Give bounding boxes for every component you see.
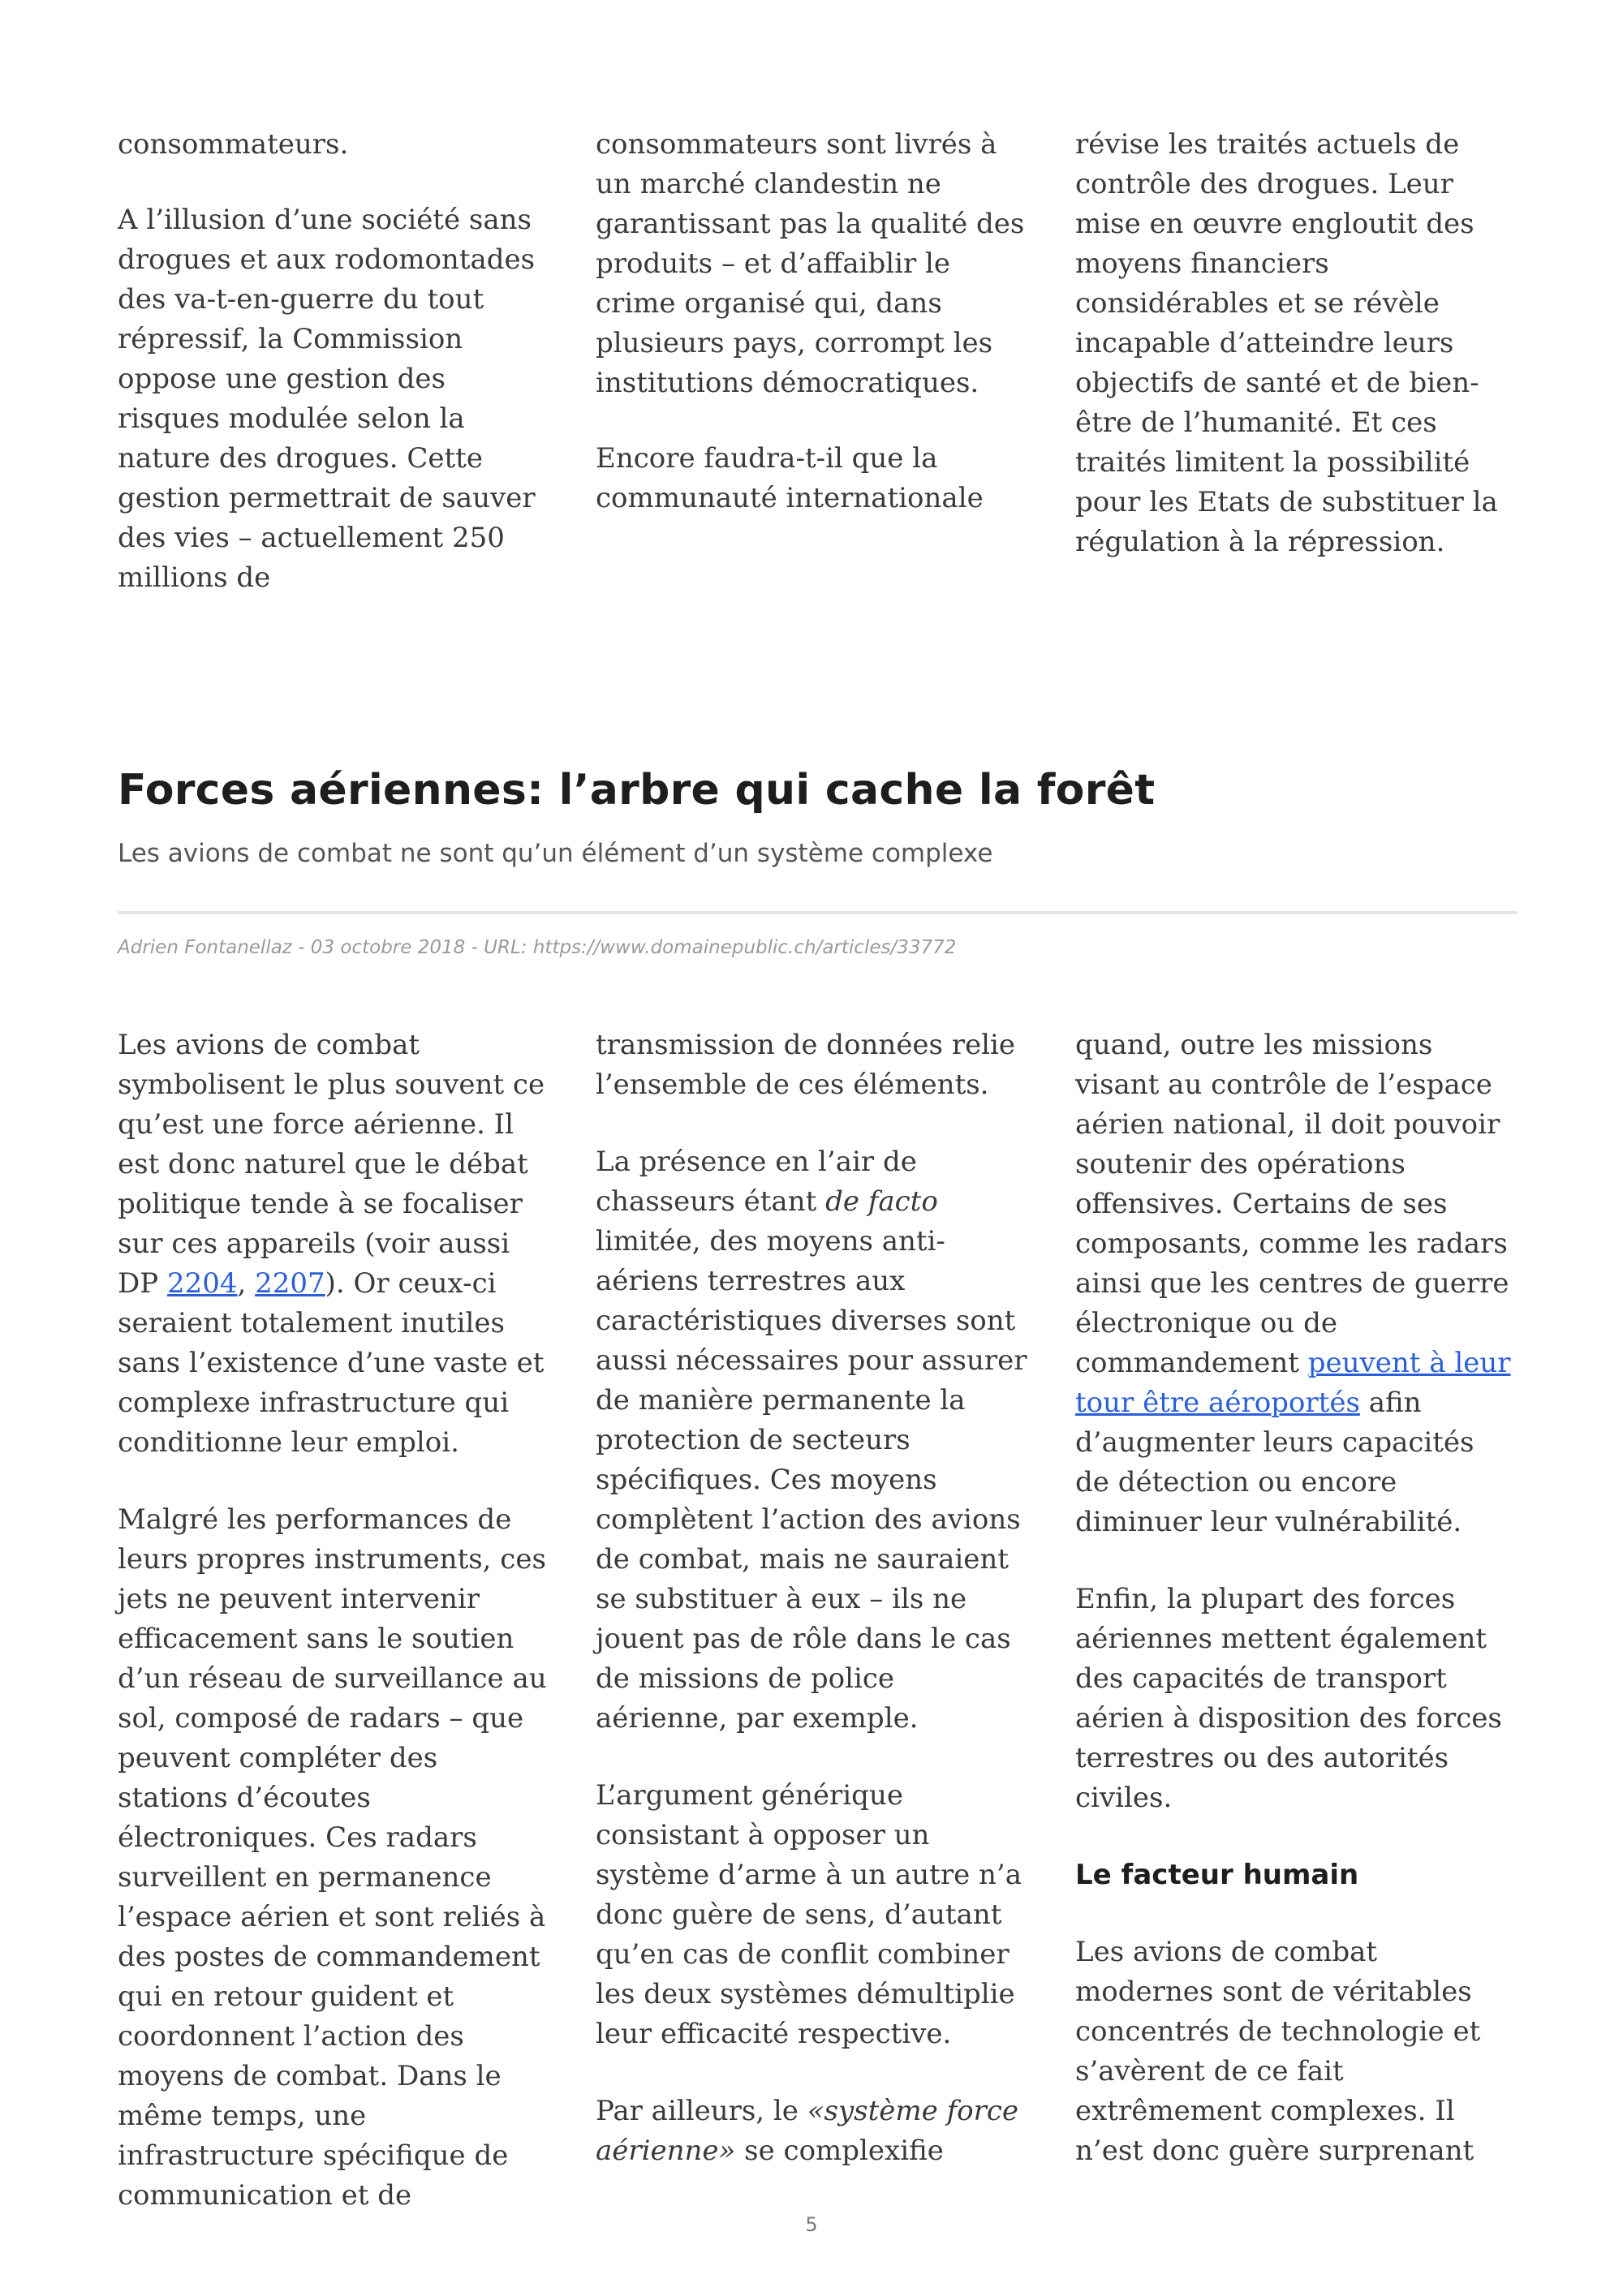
text: ). Or ceux-ci seraient totalement inutiles sans l’existence d’une vaste et complexe infrastructure qui conditionne leur emploi.: [118, 1267, 545, 1459]
text: Les avions de combat symbolisent le plus souvent ce qu’est une force aérienne. Il est donc naturel que le débat politique tende à se focaliser sur ces appareils (voir aussi DP: [118, 1029, 545, 1300]
page-number: 5: [805, 2213, 818, 2236]
paragraph: Les avions de combat modernes sont de véritables concentrés de technologie et s’avèrent de ce fait extrêmement complexes. Il n’est donc guère surprenant: [1075, 1936, 1481, 2167]
text: limitée, des moyens anti-aériens terrestres aux caractéristiques diverses sont aussi nécessaires pour assurer de manière permanente la protection de secteurs spécifiques. Ces moyens complètent l’action des avions de combat, mais ne sauraient se substituer à eux – ils ne jouent pas de rôle dans le cas de missions de police aérienne, par exemple.: [596, 1225, 1027, 1735]
text: La présence en l’air de chasseurs étant: [596, 1146, 917, 1218]
paragraph: Encore faudra-t-il que la communauté internationale: [596, 442, 984, 514]
article-title: Forces aériennes: l’arbre qui cache la forêt: [118, 766, 1156, 815]
text: afin d’augmenter leurs capacités de détection ou encore diminuer leur vulnérabilité.: [1075, 1387, 1474, 1538]
paragraph: [596, 1142, 1034, 1739]
text: se complexifie: [735, 2135, 944, 2167]
article-column-3: [1075, 1025, 1513, 2208]
italic-text: de facto: [825, 1185, 938, 1218]
article-meta: Adrien Fontanellaz - 03 octobre 2018 - URL: https://www.domainepublic.ch/articles/33772: [118, 937, 957, 958]
section-heading: Le facteur humain: [1075, 1859, 1359, 1891]
paragraph: [596, 2092, 1034, 2171]
link-dp-2207[interactable]: 2207: [255, 1267, 325, 1300]
paragraph: Enfin, la plupart des forces aériennes mettent également des capacités de transport aérien à disposition des forces terrestres ou des autorités civiles.: [1075, 1583, 1502, 1814]
link-dp-2204[interactable]: 2204: [166, 1267, 238, 1300]
paragraph: révise les traités actuels de contrôle des drogues. Leur mise en œuvre engloutit des moyens financiers considérables et se révèle incapable d’atteindre leurs objectifs de santé et de bien-être de l’humanité. Et ces traités limitent la possibilité pour les Etats de substituer la régulation à la répression.: [1075, 128, 1498, 558]
paragraph: L’argument générique consistant à opposer un système d’arme à un autre n’a donc guère de sens, d’autant qu’en cas de conflit combiner les deux systèmes démultiplie leur efficacité respective.: [596, 1779, 1022, 2050]
article-column-2: [596, 1025, 1034, 2208]
text: ,: [237, 1267, 256, 1300]
paragraph: [118, 1025, 556, 1463]
top-column-3: [1075, 125, 1513, 598]
paragraph: A l’illusion d’une société sans drogues et aux rodomontades des va-t-en-guerre du tout répressif, la Commission oppose une gestion des risques modulée selon la nature des drogues. Cette gestion permettrait de sauver des vies – actuellement 250 millions de: [118, 204, 536, 594]
paragraph: consommateurs.: [118, 128, 349, 161]
text: Par ailleurs, le: [596, 2095, 807, 2127]
link-airborne[interactable]: peuvent à leur tour être aéroportés: [1075, 1347, 1511, 1419]
top-column-2: [596, 125, 1034, 554]
article-column-1: [118, 1025, 556, 2253]
paragraph: Malgré les performances de leurs propres instruments, ces jets ne peuvent intervenir efficacement sans le soutien d’un réseau de surveillance au sol, composé de radars – que peuvent compléter des stations d’écoutes électroniques. Ces radars surveillent en permanence l’espace aérien et sont reliés à des postes de commandement qui en retour guident et coordonnent l’action des moyens de combat. Dans le même temps, une infrastructure spécifique de communication et de: [118, 1503, 547, 2212]
paragraph: [1075, 1025, 1513, 1542]
text: quand, outre les missions visant au contrôle de l’espace aérien national, il doit pouvoir soutenir des opérations offensives. Certains de ses composants, comme les radars ainsi que les centres de guerre électronique ou de commandement: [1075, 1029, 1509, 1379]
paragraph: transmission de données relie l’ensemble de ces éléments.: [596, 1029, 1016, 1101]
header-divider: [118, 911, 1518, 914]
top-column-1: [118, 125, 556, 634]
paragraph: consommateurs sont livrés à un marché clandestin ne garantissant pas la qualité des produits – et d’affaiblir le crime organisé qui, dans plusieurs pays, corrompt les institutions démocratiques.: [596, 128, 1025, 399]
italic-text: «système force aérienne»: [596, 2095, 1019, 2167]
article-subtitle: Les avions de combat ne sont qu’un élément d’un système complexe: [118, 839, 993, 868]
